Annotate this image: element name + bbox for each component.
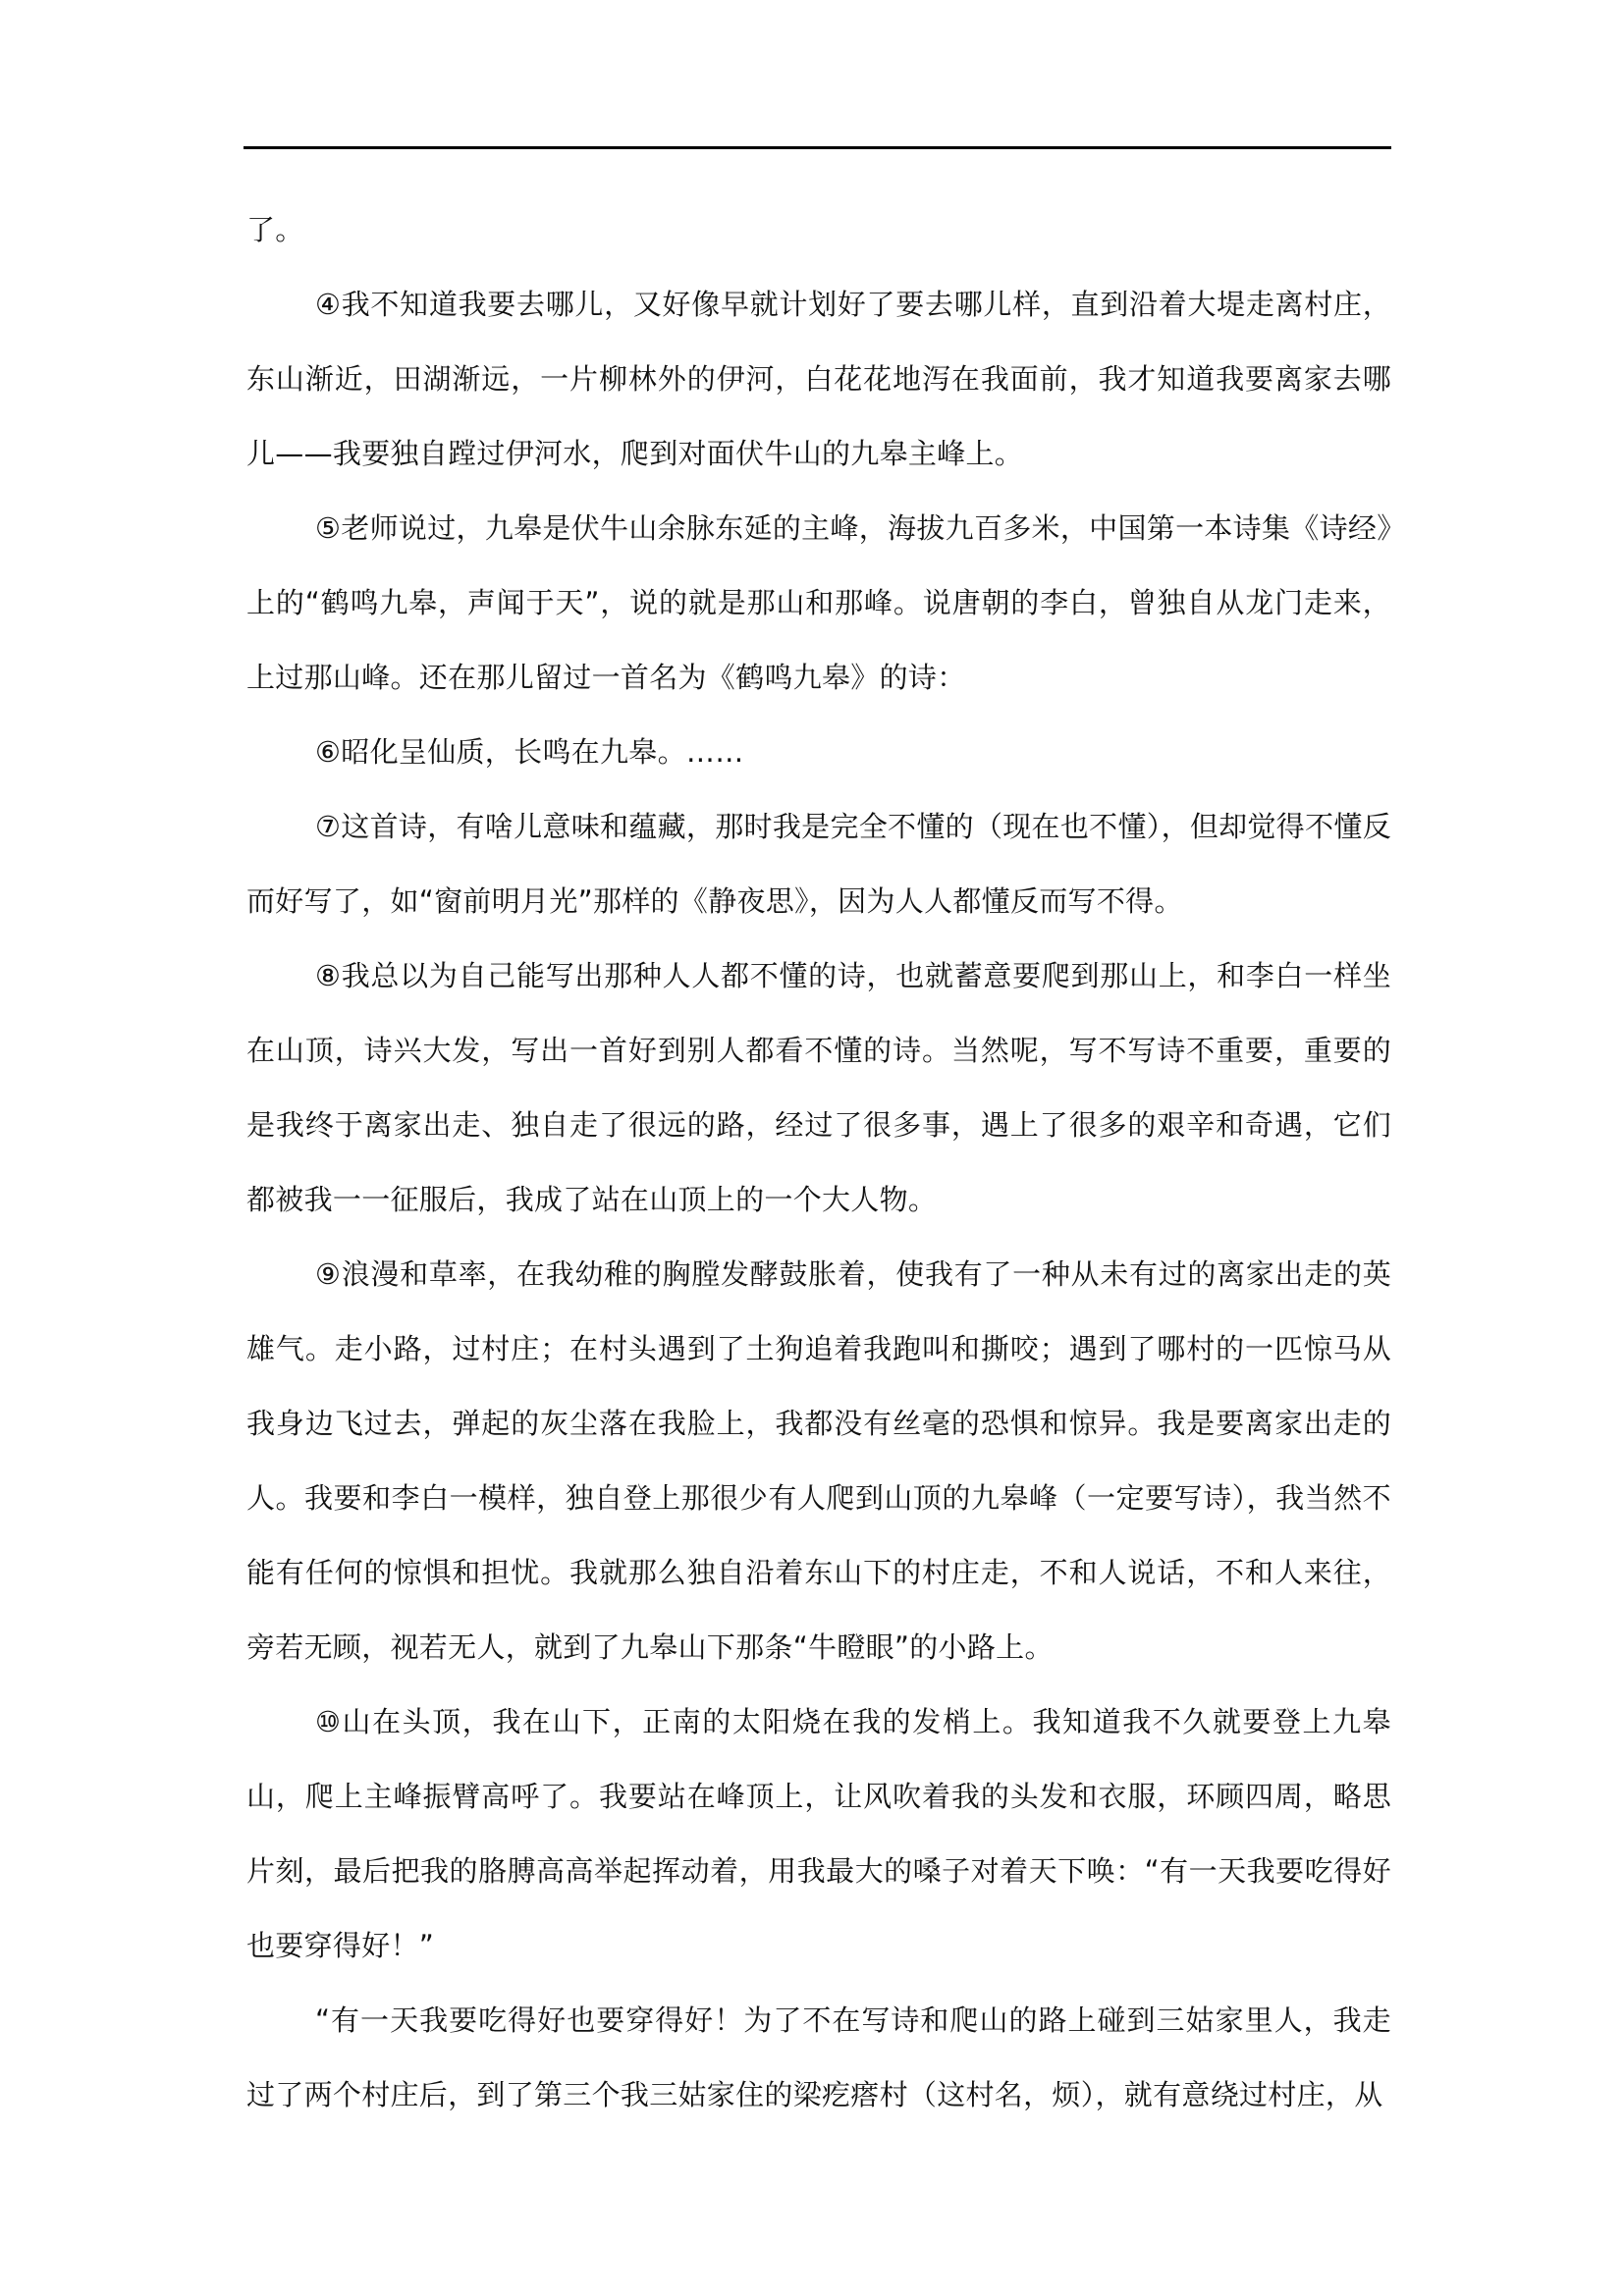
- paragraph-8: ⑧我总以为自己能写出那种人人都不懂的诗，也就蓄意要爬到那山上，和李白一样坐在山顶，诗兴大发，写出一首好到别人都看不懂的诗。当然呢，写不写诗不重要，重要的是我终于离家出走、独自走了很远的路，经过了很多事，遇上了很多的艰辛和奇遇，它们都被我一一征服后，我成了站在山顶上的一个大人物。: [246, 959, 1391, 1216]
- paragraph-5: ⑤老师说过，九皋是伏牛山余脉东延的主峰，海拔九百多米，中国第一本诗集《诗经》上的“鹤鸣九皋，声闻于天”，说的就是那山和那峰。说唐朝的李白，曾独自从龙门走来，上过那山峰。还在那儿留过一首名为《鹤鸣九皋》的诗：: [246, 511, 1391, 694]
- paragraph-6-poem: ⑥昭化呈仙质，长鸣在九皋。……: [315, 735, 744, 769]
- paragraph-7: ⑦这首诗，有啥儿意味和蕴藏，那时我是完全不懂的（现在也不懂），但却觉得不懂反而好写了，如“窗前明月光”那样的《静夜思》，因为人人都懂反而写不得。: [246, 810, 1391, 918]
- paragraph-10: ⑩山在头顶，我在山下，正南的太阳烧在我的发梢上。我知道我不久就要登上九皋山，爬上主峰振臂高呼了。我要站在峰顶上，让风吹着我的头发和衣服，环顾四周，略思片刻，最后把我的胳膊高高举起挥动着，用我最大的嗓子对着天下唤：“有一天我要吃得好也要穿得好！”: [246, 1705, 1391, 1962]
- document-body: [246, 192, 1391, 2132]
- paragraph-continued: 了。: [246, 213, 304, 246]
- paragraph-11: “有一天我要吃得好也要穿得好！为了不在写诗和爬山的路上碰到三姑家里人，我走过了两个村庄后，到了第三个我三姑家住的梁疙瘩村（这村名，烦），就有意绕过村庄，从: [246, 2003, 1391, 2111]
- paragraph-9: ⑨浪漫和草率，在我幼稚的胸膛发酵鼓胀着，使我有了一种从未有过的离家出走的英雄气。走小路，过村庄；在村头遇到了土狗追着我跑叫和撕咬；遇到了哪村的一匹惊马从我身边飞过去，弹起的灰尘落在我脸上，我都没有丝毫的恐惧和惊异。我是要离家出走的人。我要和李白一模样，独自登上那很少有人爬到山顶的九皋峰（一定要写诗），我当然不能有任何的惊惧和担忧。我就那么独自沿着东山下的村庄走，不和人说话，不和人来往，旁若无顾，视若无人，就到了九皋山下那条“牛瞪眼”的小路上。: [246, 1257, 1391, 1664]
- paragraph-4: ④我不知道我要去哪儿，又好像早就计划好了要去哪儿样，直到沿着大堤走离村庄，东山渐近，田湖渐远，一片柳林外的伊河，白花花地泻在我面前，我才知道我要离家去哪儿——我要独自蹚过伊河水，爬到对面伏牛山的九皋主峰上。: [246, 288, 1391, 470]
- header-rule: [244, 146, 1391, 149]
